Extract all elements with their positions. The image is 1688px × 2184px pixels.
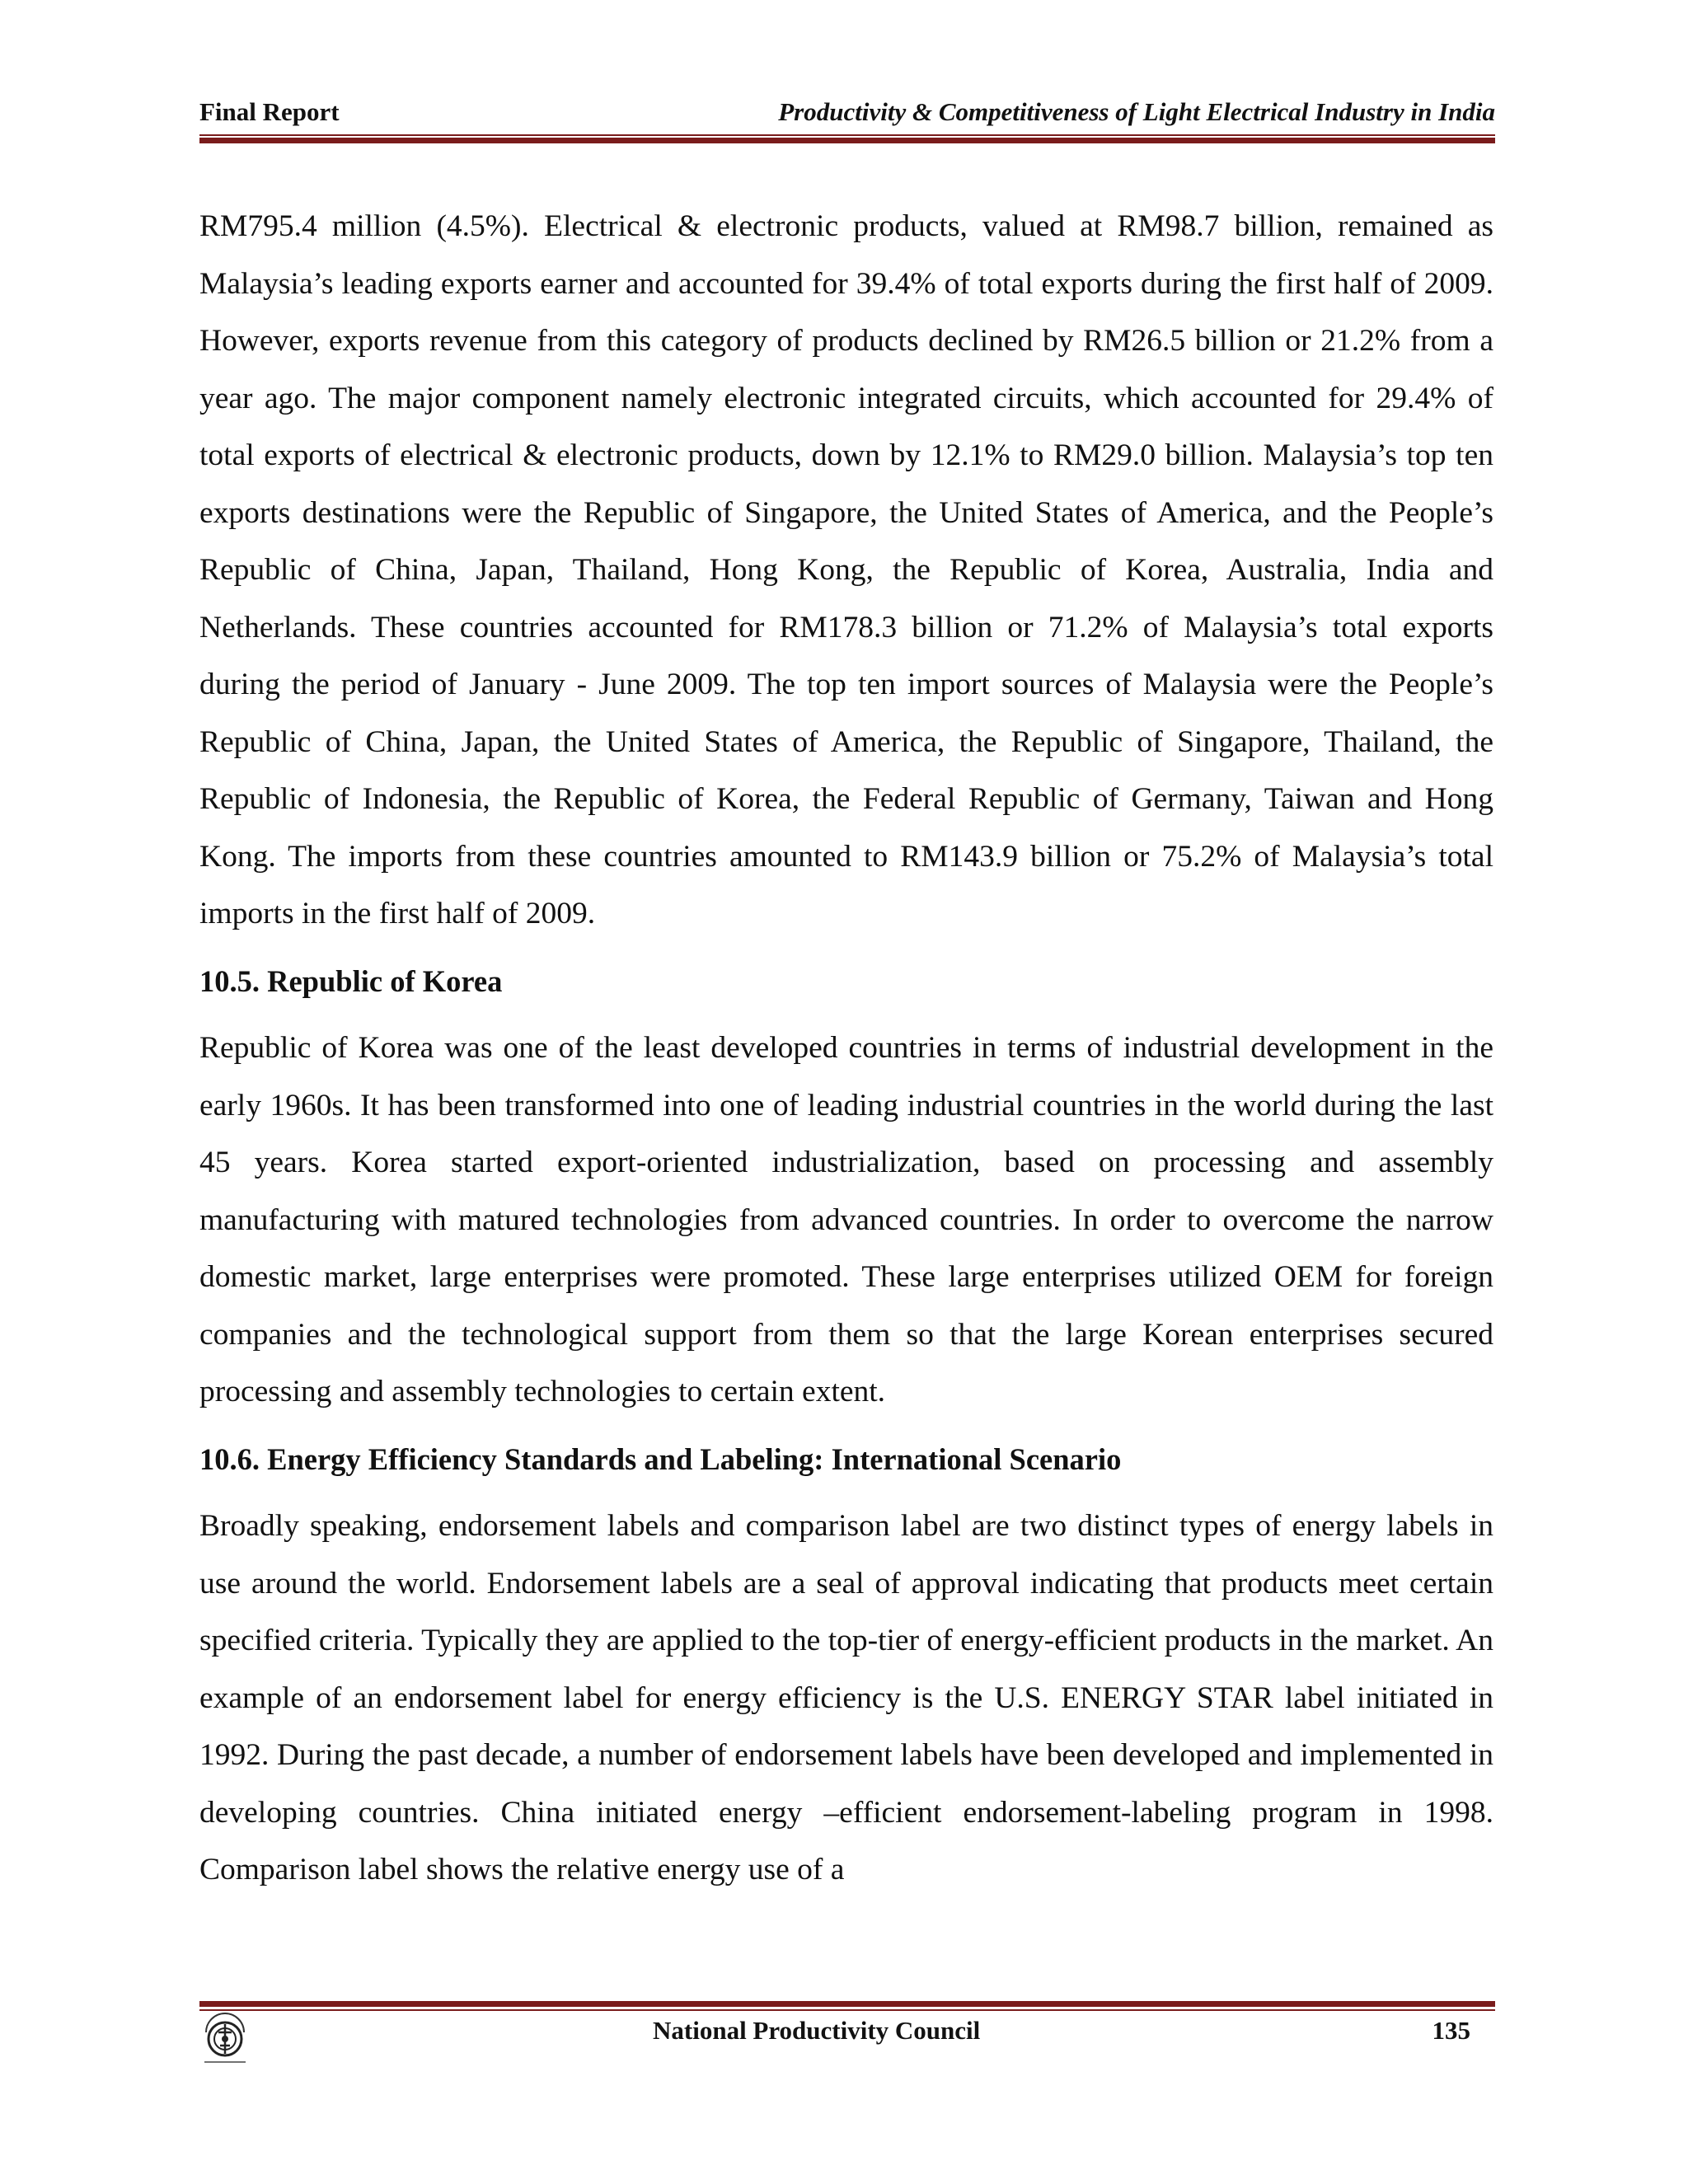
paragraph-malaysia-trade: RM795.4 million (4.5%). Electrical & electronic products, valued at RM98.7 billion, remained as Malaysia’s leading exports earner and accounted for 39.4% of total exports during the first half of 2009. However, exports revenue from this category of products declined by RM26.5 billion or 21.2% from a year ago. The major component namely electronic integrated circuits, which accounted for 29.4% of total exports of electrical & electronic products, down by 12.1% to RM29.0 billion. Malaysia’s top ten exports destinations were the Republic of Singapore, the United States of America, and the People’s Republic of China, Japan, Thailand, Hong Kong, the Republic of Korea, Australia, India and Netherlands. These countries accounted for RM178.3 billion or 71.2% of Malaysia’s total exports during the period of January - June 2009. The top ten import sources of Malaysia were the People’s Republic of China, Japan, the United States of America, the Republic of Singapore, Thailand, the Republic of Indonesia, the Republic of Korea, the Federal Republic of Germany, Taiwan and Hong Kong. The imports from these countries amounted to RM143.9 billion or 75.2% of Malaysia’s total imports in the first half of 2009. xyxy=(199,209,1493,930)
section-heading-korea: 10.5. Republic of Korea xyxy=(199,963,503,998)
paragraph-energy-labels: Broadly speaking, endorsement labels and comparison label are two distinct types of energy labels in use around the world. Endorsement labels are a seal of approval indicating that products meet certain specified criteria. Typically they are applied to the top-tier of energy-efficient products in the market. An example of an endorsement label for energy efficiency is the U.S. ENERGY STAR label initiated in 1992. During the past decade, a number of endorsement labels have been developed and implemented in developing countries. China initiated energy –efficient endorsement-labeling program in 1998. Comparison label shows the relative energy use of a xyxy=(199,1509,1493,1886)
header-report-title: Final Report xyxy=(199,97,340,126)
paragraph-korea: Republic of Korea was one of the least developed countries in terms of industrial development in the early 1960s. It has been transformed into one of leading industrial countries in the world during the last 45 years. Korea started export-oriented industrialization, based on processing and assembly manufacturing with matured technologies from advanced countries. In order to overcome the narrow domestic market, large enterprises were promoted. These large enterprises utilized OEM for foreign companies and the technological support from them so that the large Korean enterprises secured processing and assembly technologies to certain extent. xyxy=(199,1031,1493,1408)
section-heading-energy-labeling: 10.6. Energy Efficiency Standards and Labeling: International Scenario xyxy=(199,1441,1122,1476)
page-header xyxy=(199,97,1495,134)
footer-rule-thin xyxy=(199,2009,1495,2011)
header-document-title: Productivity & Competitiveness of Light Electrical Industry in India xyxy=(778,97,1495,126)
npc-emblem-icon xyxy=(198,2004,252,2082)
main-content xyxy=(199,198,1493,1899)
header-rule-thin xyxy=(199,134,1495,136)
footer-rule-thick xyxy=(199,2001,1495,2007)
page-number: 135 xyxy=(1432,2016,1470,2045)
footer-organization: National Productivity Council xyxy=(653,2016,981,2045)
header-rule-thick xyxy=(199,138,1495,143)
